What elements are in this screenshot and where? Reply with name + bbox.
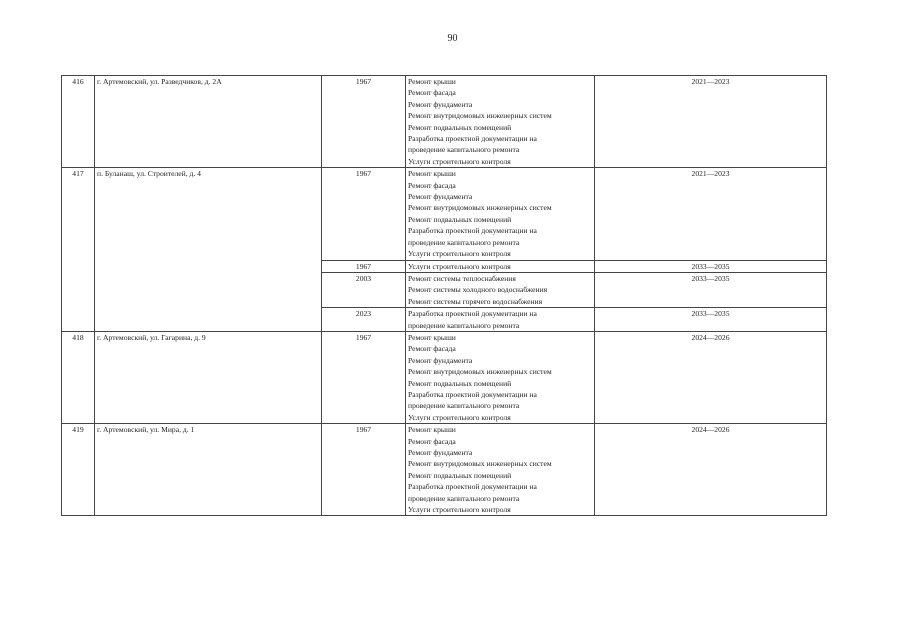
work-item: проведение капитального ремонта	[408, 493, 520, 503]
period-cell: 2021—2023	[595, 76, 827, 168]
table-body	[62, 76, 827, 516]
address-cell: п. Буланаш, ул. Строителей, д. 4	[95, 168, 322, 332]
table-row	[62, 168, 827, 260]
page-number: 90	[447, 33, 458, 44]
period-cell: 2024—2026	[595, 424, 827, 516]
work-item: проведение капитального ремонта	[408, 145, 520, 155]
work-item: Ремонт внутридомовых инженерных систем	[408, 203, 552, 213]
work-item: Ремонт внутридомовых инженерных систем	[408, 111, 552, 121]
work-item: Разработка проектной документации на	[408, 226, 537, 236]
work-item: Ремонт крыши	[408, 77, 456, 86]
work-item: Ремонт фасада	[408, 344, 456, 354]
work-item: Ремонт крыши	[408, 332, 456, 342]
works-cell	[406, 272, 595, 307]
table-row	[62, 424, 827, 516]
year-cell: 1967	[322, 424, 406, 516]
period-cell: 2021—2023	[595, 168, 827, 260]
work-item: Разработка проектной документации на	[408, 482, 537, 492]
work-item: Разработка проектной документации на	[408, 389, 537, 399]
year-cell: 2003	[322, 272, 406, 307]
row-number-cell: 419	[62, 424, 95, 516]
works-cell	[406, 76, 595, 168]
work-item: Ремонт внутридомовых инженерных систем	[408, 459, 552, 469]
year-cell: 1967	[322, 260, 406, 272]
work-item: Ремонт системы теплоснабжения	[408, 273, 516, 283]
row-number-cell: 418	[62, 331, 95, 423]
work-item: Ремонт подвальных помещений	[408, 214, 512, 224]
work-item: Ремонт фундамента	[408, 99, 473, 109]
row-number-cell: 417	[62, 168, 95, 332]
repair-program-table	[61, 75, 827, 516]
work-item: Ремонт фундамента	[408, 448, 473, 457]
address-cell: г. Артемовский, ул. Гагарина, д. 9	[95, 331, 322, 423]
work-item: Услуги строительного контроля	[408, 261, 511, 271]
work-item: Ремонт фасада	[408, 88, 456, 98]
period-cell: 2033—2035	[595, 260, 827, 272]
work-item: проведение капитального ремонта	[408, 401, 520, 411]
work-item: Ремонт крыши	[408, 169, 456, 179]
period-cell: 2033—2035	[595, 272, 827, 307]
work-item: Услуги строительного контроля	[408, 505, 511, 515]
work-item: Разработка проектной документации на	[408, 309, 537, 319]
works-cell	[406, 260, 595, 272]
year-cell: 1967	[322, 168, 406, 260]
work-item: Услуги строительного контроля	[408, 249, 511, 259]
works-cell	[406, 331, 595, 423]
work-item: Ремонт подвальных помещений	[408, 122, 512, 132]
work-item: Ремонт системы горячего водоснабжения	[408, 296, 543, 306]
period-cell: 2033—2035	[595, 308, 827, 332]
work-item: проведение капитального ремонта	[408, 320, 520, 330]
work-item: Услуги строительного контроля	[408, 412, 511, 422]
table-row	[62, 331, 827, 423]
row-number-cell: 416	[62, 76, 95, 168]
work-item: проведение капитального ремонта	[408, 237, 520, 247]
work-item: Ремонт фасада	[408, 180, 456, 190]
work-item: Разработка проектной документации на	[408, 134, 537, 144]
work-item: Ремонт фундамента	[408, 355, 473, 365]
period-cell: 2024—2026	[595, 331, 827, 423]
work-item: Ремонт внутридомовых инженерных систем	[408, 367, 552, 377]
address-cell: г. Артемовский, ул. Разведчиков, д. 2А	[95, 76, 322, 168]
work-item: Ремонт подвальных помещений	[408, 470, 512, 480]
year-cell: 1967	[322, 331, 406, 423]
address-cell: г. Артемовский, ул. Мира, д. 1	[95, 424, 322, 516]
work-item: Ремонт подвальных помещений	[408, 378, 512, 388]
work-item: Услуги строительного контроля	[408, 156, 511, 166]
work-item: Ремонт системы холодного водоснабжения	[408, 285, 548, 295]
work-item: Ремонт крыши	[408, 425, 456, 435]
works-cell	[406, 168, 595, 260]
table-row	[62, 76, 827, 168]
works-cell	[406, 308, 595, 332]
work-item: Ремонт фундамента	[408, 192, 473, 202]
work-item: Ремонт фасада	[408, 436, 456, 446]
works-cell	[406, 424, 595, 516]
year-cell: 2023	[322, 308, 406, 332]
year-cell: 1967	[322, 76, 406, 168]
